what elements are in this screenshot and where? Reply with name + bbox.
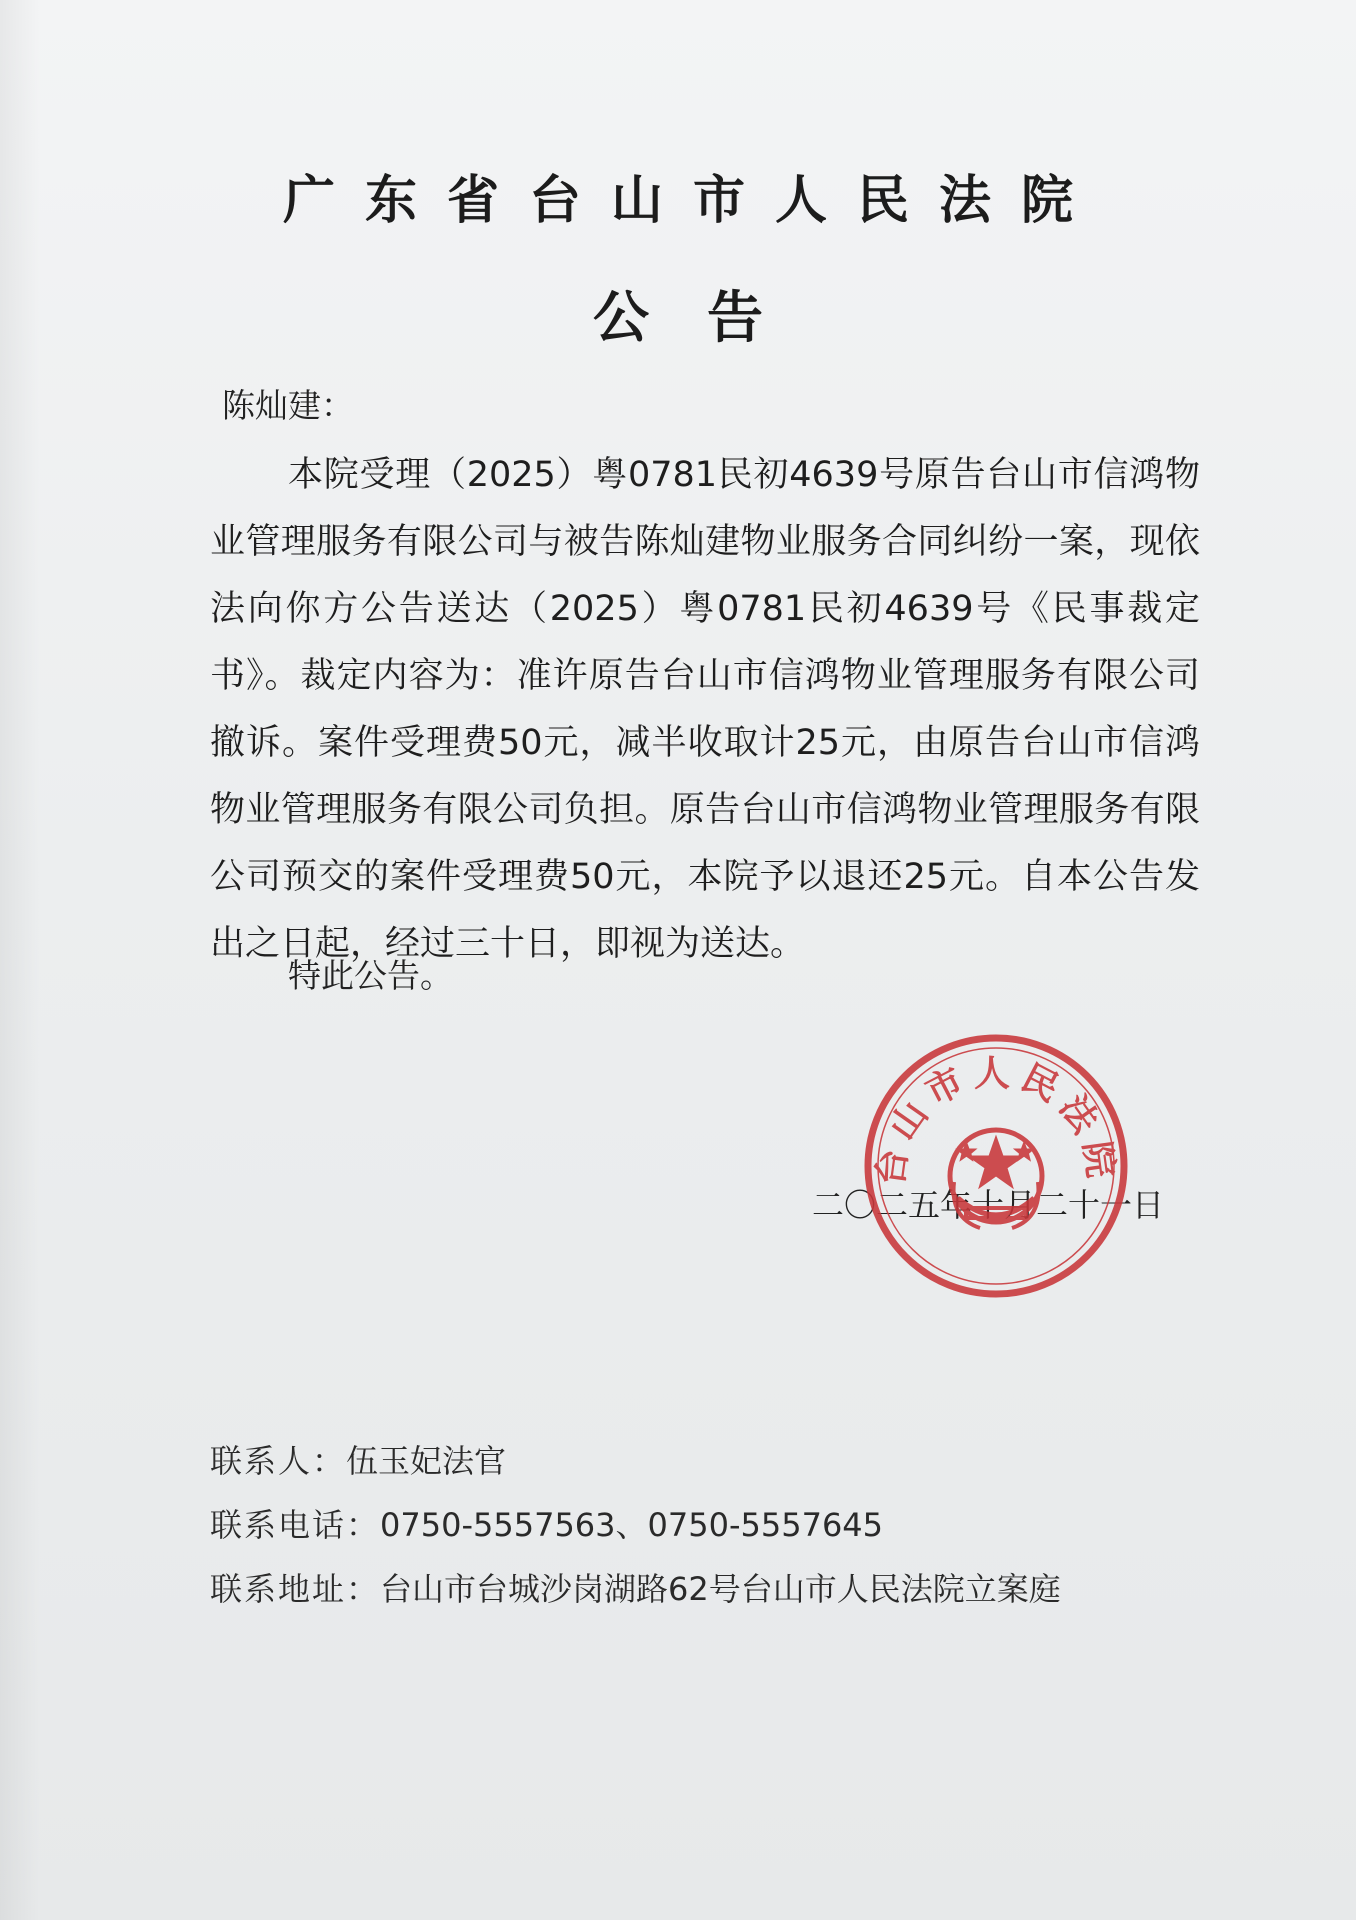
national-emblem-icon <box>950 1130 1042 1228</box>
contact-person <box>210 1436 506 1482</box>
closing-remark: 特此公告。 <box>288 956 453 995</box>
contact-phone-value: 0750-5557563、0750-5557645 <box>380 1506 884 1544</box>
contact-address <box>210 1564 1061 1610</box>
notice-body: 本院受理（2025）粤0781民初4639号原告台山市信鸿物业管理服务有限公司与被告陈灿建物业服务合同纠纷一案，现依法向你方公告送达（2025）粤0781民初4639号《民事裁定书》。裁定内容为：准许原告台山市信鸿物业管理服务有限公司撤诉。案件受理费50元，减半收取计25元，由原告台山市信鸿物业管理服务有限公司负担。原告台山市信鸿物业管理服务有限公司预交的案件受理费50元，本院予以退还25元。自本公告发出之日起，经过三十日，即视为送达。 <box>210 455 1200 964</box>
court-seal-icon <box>862 1032 1130 1300</box>
contact-address-label: 联系地址： <box>210 1570 381 1608</box>
contact-phone <box>210 1500 883 1546</box>
contact-person-value: 伍玉妃法官 <box>346 1442 507 1480</box>
contact-person-label: 联系人： <box>210 1442 347 1480</box>
contact-address-value: 台山市台城沙岗湖路62号台山市人民法院立案庭 <box>380 1570 1061 1608</box>
addressee: 陈灿建： <box>222 386 354 425</box>
notice-title: 公告 <box>593 285 821 351</box>
contact-phone-label: 联系电话： <box>210 1506 381 1544</box>
notice-date: 二〇二五年十月二十一日 <box>812 1186 1165 1224</box>
seal-text: 台山市人民法院 <box>869 1052 1123 1189</box>
court-name: 广东省台山市人民法院 <box>282 170 1103 231</box>
